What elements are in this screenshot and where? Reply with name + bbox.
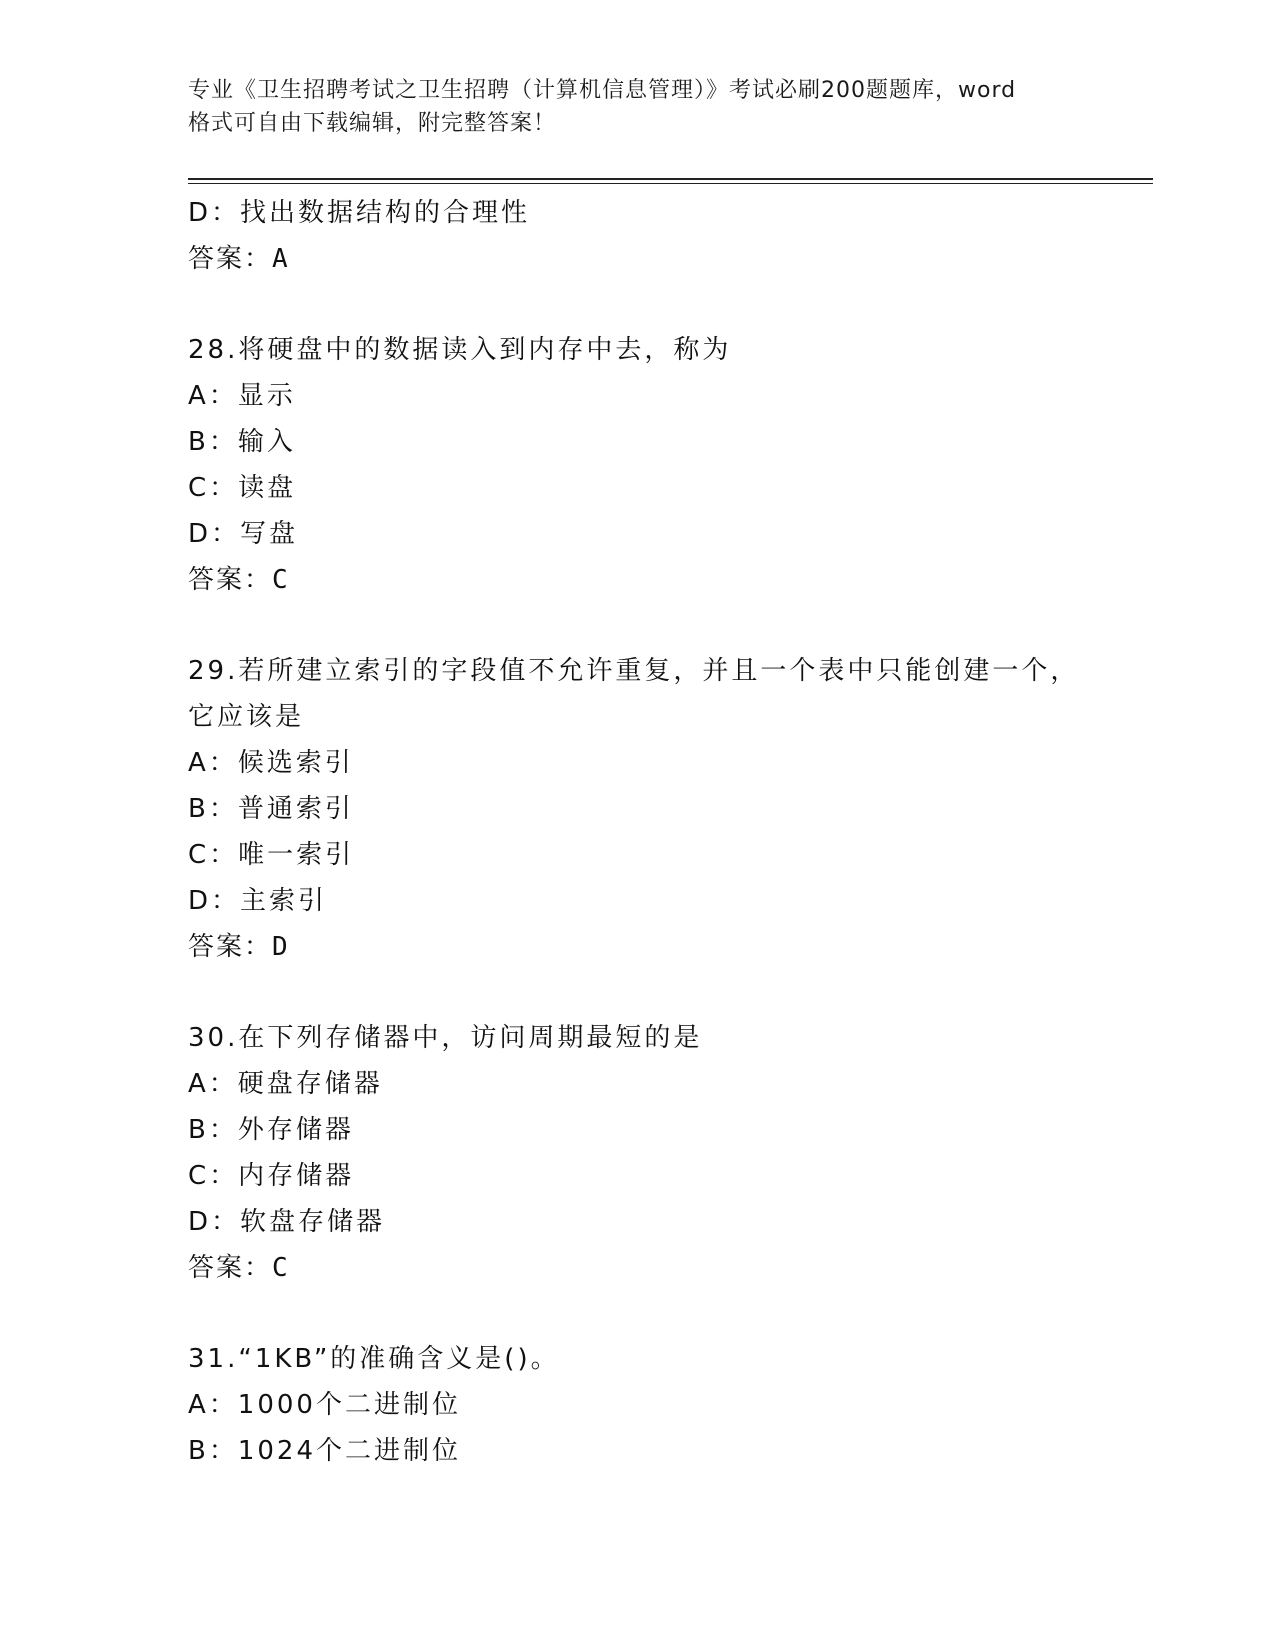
question-stem: 31.“1KB”的准确含义是()。 [188,1344,560,1374]
option-b: B：外存储器 [188,1115,354,1145]
answer-line [188,236,1148,282]
option-a: A：候选索引 [188,748,354,778]
answer-value: A [272,244,290,274]
header-divider-thick [188,178,1153,180]
option-c: C：读盘 [188,473,297,503]
question-30 [188,1015,1148,1291]
answer-value: C [272,1253,290,1283]
option-d: D：主索引 [188,886,328,916]
question-29 [188,648,1148,970]
answer-line [188,924,1148,970]
option-c: C：唯一索引 [188,840,355,870]
question-31 [188,1336,1148,1474]
answer-label: 答案： [188,244,273,274]
option-b: B：输入 [188,427,296,457]
question-stem: 29.若所建立索引的字段值不允许重复，并且一个表中只能创建一个， [188,656,1080,686]
answer-line [188,557,1148,603]
option-a: A：1000个二进制位 [188,1390,461,1420]
answer-line [188,1245,1148,1291]
header-divider-thin [188,183,1153,184]
option-d: D：软盘存储器 [188,1207,386,1237]
question-stem-continued: 它应该是 [188,702,305,732]
option-a: A：显示 [188,381,296,411]
option-d: D：写盘 [188,519,299,549]
question-28 [188,327,1148,603]
option-a: A：硬盘存储器 [188,1069,383,1099]
option-c: C：内存储器 [188,1161,355,1191]
answer-value: D [272,932,290,962]
answer-value: C [272,565,290,595]
header-line-2: 格式可自由下载编辑，附完整答案！ [188,111,557,136]
document-header [188,74,1088,140]
option-b: B：1024个二进制位 [188,1436,462,1466]
answer-label: 答案： [188,1253,273,1283]
question-stem: 30.在下列存储器中，访问周期最短的是 [188,1023,703,1053]
answer-label: 答案： [188,565,273,595]
answer-label: 答案： [188,932,273,962]
option-d: D：找出数据结构的合理性 [188,198,531,228]
question-stem: 28.将硬盘中的数据读入到内存中去，称为 [188,335,732,365]
option-b: B：普通索引 [188,794,354,824]
header-line-1: 专业《卫生招聘考试之卫生招聘（计算机信息管理）》考试必刷200题题库，word [188,78,1017,103]
question-list [188,190,1148,1474]
